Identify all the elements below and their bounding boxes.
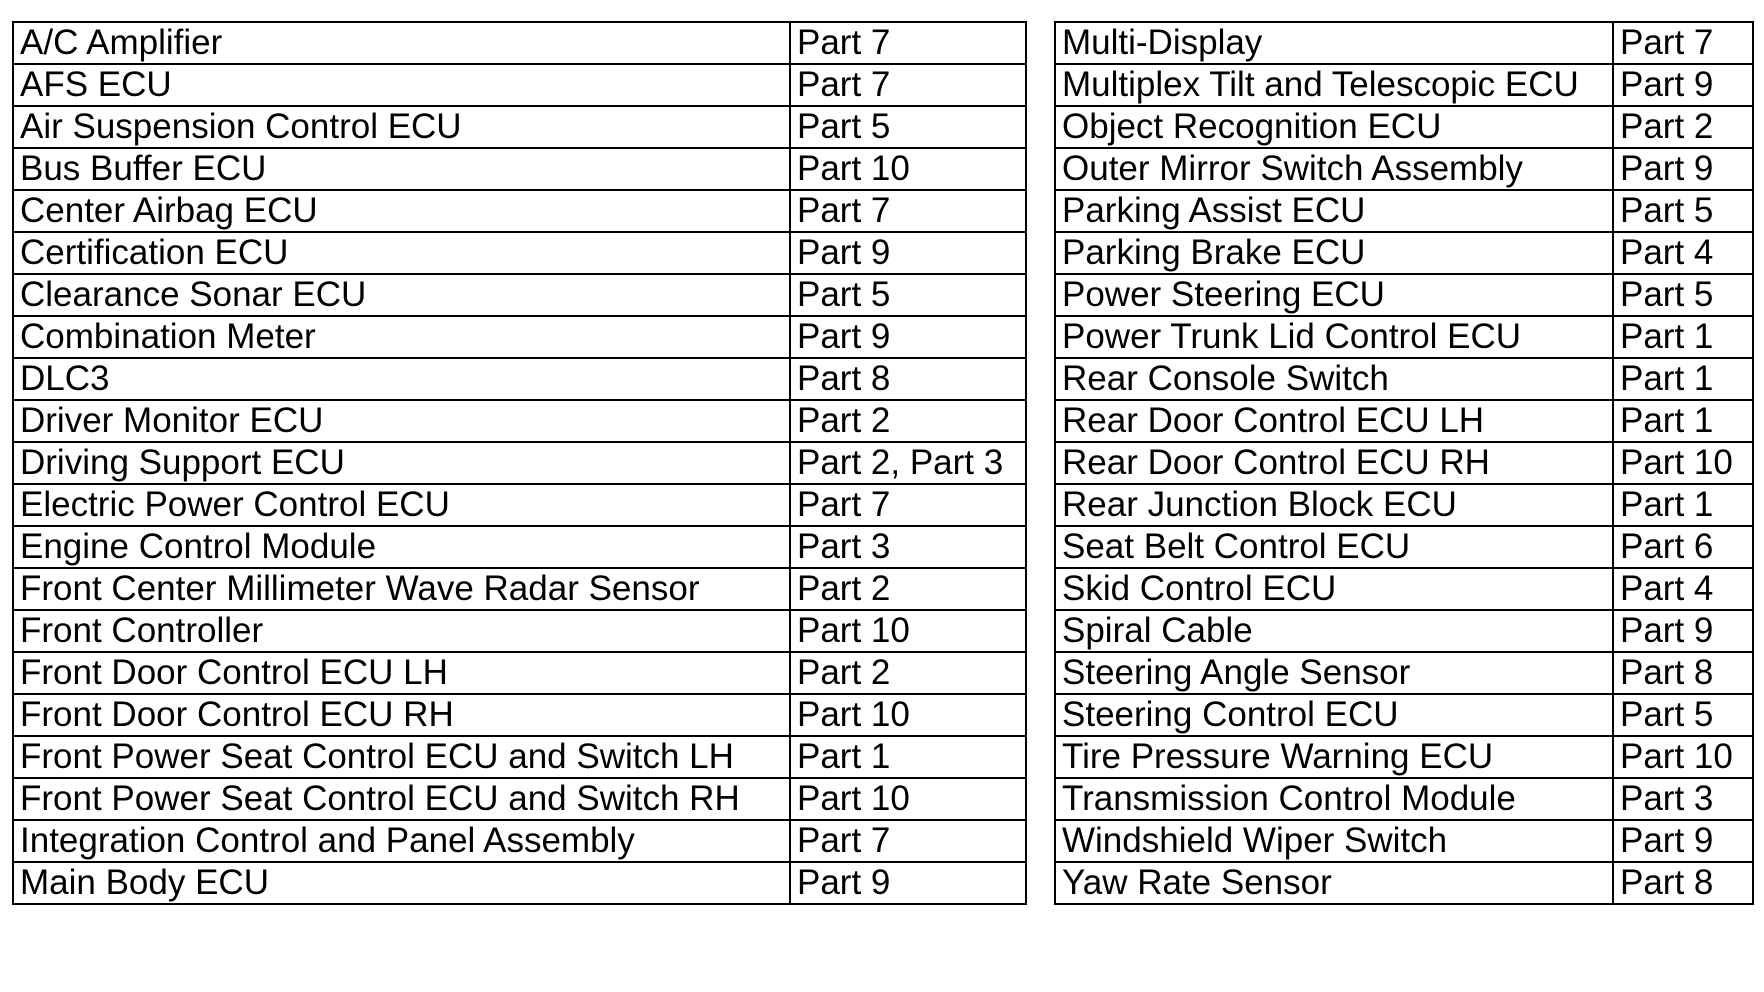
component-name-cell: Power Steering ECU	[1055, 274, 1613, 316]
table-row	[1055, 64, 1753, 106]
part-reference-cell: Part 9	[1613, 64, 1753, 106]
part-reference-cell: Part 5	[790, 106, 1026, 148]
component-name-cell: Power Trunk Lid Control ECU	[1055, 316, 1613, 358]
table-row	[13, 232, 1026, 274]
table-row	[13, 694, 1026, 736]
table-row	[13, 862, 1026, 904]
component-name-cell: Front Center Millimeter Wave Radar Sensor	[13, 568, 790, 610]
component-name-cell: Engine Control Module	[13, 526, 790, 568]
part-reference-cell: Part 7	[790, 190, 1026, 232]
component-name-cell: Seat Belt Control ECU	[1055, 526, 1613, 568]
table-row	[1055, 316, 1753, 358]
part-reference-cell: Part 5	[790, 274, 1026, 316]
part-reference-cell: Part 5	[1613, 274, 1753, 316]
table-row	[1055, 22, 1753, 64]
part-reference-cell: Part 7	[790, 64, 1026, 106]
table-row	[13, 526, 1026, 568]
component-name-cell: Front Power Seat Control ECU and Switch RH	[13, 778, 790, 820]
table-row	[1055, 526, 1753, 568]
table-row	[1055, 148, 1753, 190]
part-reference-cell: Part 9	[790, 232, 1026, 274]
table-row	[13, 400, 1026, 442]
component-name-cell: Windshield Wiper Switch	[1055, 820, 1613, 862]
component-name-cell: Front Controller	[13, 610, 790, 652]
table-row	[1055, 568, 1753, 610]
component-index-table-right	[1054, 21, 1754, 905]
part-reference-cell: Part 9	[790, 316, 1026, 358]
component-name-cell: A/C Amplifier	[13, 22, 790, 64]
table-row	[1055, 694, 1753, 736]
table-row	[1055, 442, 1753, 484]
table-row	[1055, 610, 1753, 652]
part-reference-cell: Part 10	[790, 148, 1026, 190]
component-name-cell: Clearance Sonar ECU	[13, 274, 790, 316]
component-name-cell: Rear Door Control ECU LH	[1055, 400, 1613, 442]
part-reference-cell: Part 2	[790, 568, 1026, 610]
part-reference-cell: Part 1	[1613, 316, 1753, 358]
component-name-cell: Multi-Display	[1055, 22, 1613, 64]
component-name-cell: Rear Junction Block ECU	[1055, 484, 1613, 526]
component-name-cell: Rear Door Control ECU RH	[1055, 442, 1613, 484]
component-name-cell: Steering Control ECU	[1055, 694, 1613, 736]
component-name-cell: Air Suspension Control ECU	[13, 106, 790, 148]
component-name-cell: Tire Pressure Warning ECU	[1055, 736, 1613, 778]
component-name-cell: Parking Assist ECU	[1055, 190, 1613, 232]
component-name-cell: Front Door Control ECU RH	[13, 694, 790, 736]
part-reference-cell: Part 1	[1613, 400, 1753, 442]
component-index-body-right	[1055, 22, 1753, 904]
component-name-cell: Skid Control ECU	[1055, 568, 1613, 610]
part-reference-cell: Part 7	[790, 484, 1026, 526]
part-reference-cell: Part 5	[1613, 190, 1753, 232]
component-name-cell: AFS ECU	[13, 64, 790, 106]
part-reference-cell: Part 2, Part 3	[790, 442, 1026, 484]
part-reference-cell: Part 10	[1613, 736, 1753, 778]
component-name-cell: Transmission Control Module	[1055, 778, 1613, 820]
part-reference-cell: Part 1	[790, 736, 1026, 778]
component-name-cell: Rear Console Switch	[1055, 358, 1613, 400]
component-name-cell: Outer Mirror Switch Assembly	[1055, 148, 1613, 190]
component-name-cell: Multiplex Tilt and Telescopic ECU	[1055, 64, 1613, 106]
part-reference-cell: Part 6	[1613, 526, 1753, 568]
part-reference-cell: Part 10	[1613, 442, 1753, 484]
part-reference-cell: Part 3	[1613, 778, 1753, 820]
component-name-cell: Certification ECU	[13, 232, 790, 274]
part-reference-cell: Part 2	[790, 400, 1026, 442]
table-row	[1055, 274, 1753, 316]
table-row	[13, 64, 1026, 106]
component-name-cell: DLC3	[13, 358, 790, 400]
component-name-cell: Combination Meter	[13, 316, 790, 358]
part-reference-cell: Part 2	[790, 652, 1026, 694]
table-row	[13, 736, 1026, 778]
component-name-cell: Driving Support ECU	[13, 442, 790, 484]
part-reference-cell: Part 7	[790, 820, 1026, 862]
part-reference-cell: Part 2	[1613, 106, 1753, 148]
table-row	[13, 610, 1026, 652]
component-name-cell: Front Power Seat Control ECU and Switch LH	[13, 736, 790, 778]
part-reference-cell: Part 8	[1613, 862, 1753, 904]
component-name-cell: Parking Brake ECU	[1055, 232, 1613, 274]
table-row	[13, 820, 1026, 862]
part-reference-cell: Part 10	[790, 778, 1026, 820]
table-row	[1055, 106, 1753, 148]
component-index-body-left	[13, 22, 1026, 904]
table-row	[1055, 778, 1753, 820]
table-row	[1055, 400, 1753, 442]
table-row	[13, 22, 1026, 64]
table-row	[13, 652, 1026, 694]
component-name-cell: Yaw Rate Sensor	[1055, 862, 1613, 904]
table-row	[1055, 736, 1753, 778]
part-reference-cell: Part 4	[1613, 232, 1753, 274]
column-divider	[1025, 21, 1054, 955]
component-name-cell: Main Body ECU	[13, 862, 790, 904]
component-name-cell: Steering Angle Sensor	[1055, 652, 1613, 694]
part-reference-cell: Part 9	[1613, 820, 1753, 862]
component-name-cell: Integration Control and Panel Assembly	[13, 820, 790, 862]
part-reference-cell: Part 5	[1613, 694, 1753, 736]
table-row	[1055, 484, 1753, 526]
part-reference-cell: Part 3	[790, 526, 1026, 568]
part-reference-cell: Part 1	[1613, 358, 1753, 400]
component-name-cell: Driver Monitor ECU	[13, 400, 790, 442]
table-row	[1055, 190, 1753, 232]
part-reference-cell: Part 10	[790, 610, 1026, 652]
table-row	[13, 148, 1026, 190]
table-row	[13, 316, 1026, 358]
part-reference-cell: Part 9	[790, 862, 1026, 904]
part-reference-cell: Part 8	[790, 358, 1026, 400]
component-name-cell: Electric Power Control ECU	[13, 484, 790, 526]
part-reference-cell: Part 10	[790, 694, 1026, 736]
table-row	[1055, 862, 1753, 904]
component-name-cell: Spiral Cable	[1055, 610, 1613, 652]
part-reference-cell: Part 9	[1613, 148, 1753, 190]
component-name-cell: Center Airbag ECU	[13, 190, 790, 232]
table-row	[13, 190, 1026, 232]
component-name-cell: Front Door Control ECU LH	[13, 652, 790, 694]
table-row	[1055, 358, 1753, 400]
component-name-cell: Bus Buffer ECU	[13, 148, 790, 190]
part-reference-cell: Part 8	[1613, 652, 1753, 694]
component-index-table-left	[12, 21, 1027, 905]
table-row	[13, 442, 1026, 484]
table-row	[1055, 820, 1753, 862]
part-reference-cell: Part 1	[1613, 484, 1753, 526]
table-row	[1055, 652, 1753, 694]
part-reference-cell: Part 7	[790, 22, 1026, 64]
table-row	[13, 274, 1026, 316]
table-row	[13, 358, 1026, 400]
part-reference-cell: Part 4	[1613, 568, 1753, 610]
table-row	[1055, 232, 1753, 274]
part-reference-cell: Part 7	[1613, 22, 1753, 64]
table-row	[13, 568, 1026, 610]
component-name-cell: Object Recognition ECU	[1055, 106, 1613, 148]
table-row	[13, 484, 1026, 526]
table-row	[13, 778, 1026, 820]
table-row	[13, 106, 1026, 148]
part-reference-cell: Part 9	[1613, 610, 1753, 652]
